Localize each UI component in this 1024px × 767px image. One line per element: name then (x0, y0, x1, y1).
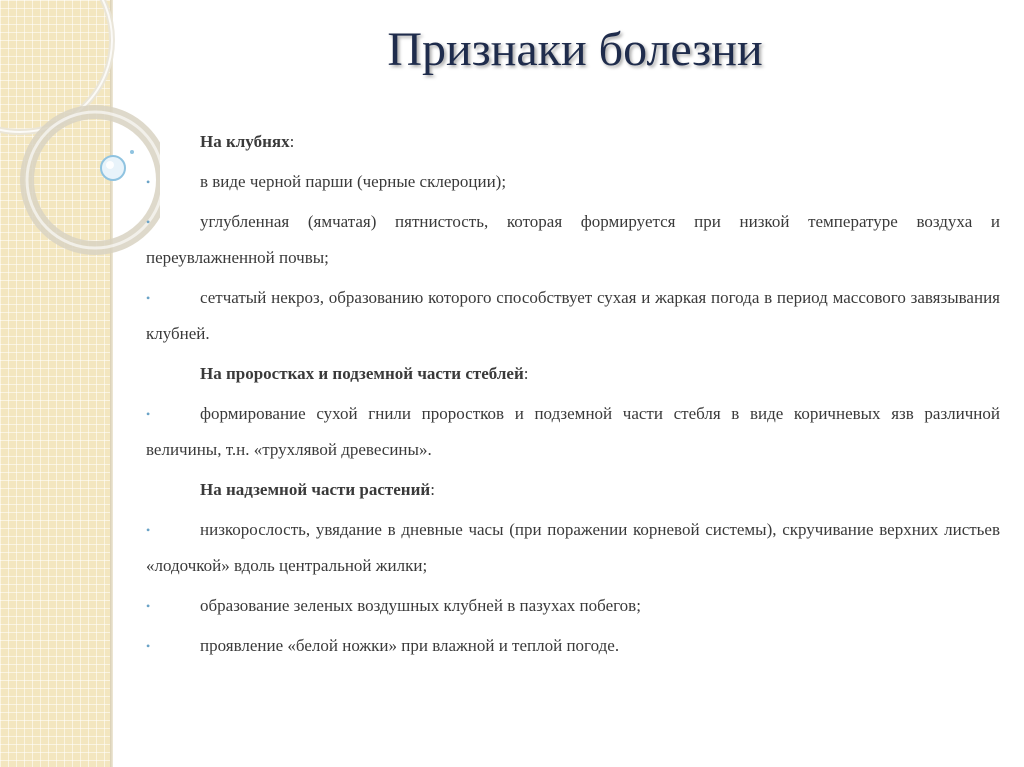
list-item: • формирование сухой гнили проростков и подземной части стебля в виде коричневых язв различной величины, т.н. «трухлявой древесины». (146, 396, 1000, 468)
bullet-icon: • (146, 639, 151, 653)
section-heading: На проростках и подземной части стеблей: (200, 364, 529, 383)
bullet-icon: • (146, 215, 151, 229)
list-item: • в виде черной парши (черные склероции); (146, 164, 1000, 200)
list-item: • проявление «белой ножки» при влажной и теплой погоде. (146, 628, 1000, 664)
list-item: • углубленная (ямчатая) пятнистость, которая формируется при низкой температуре воздуха и переувлажненной почвы; (146, 204, 1000, 276)
bullet-icon: • (146, 291, 151, 305)
list-item: • низкорослость, увядание в дневные часы (при поражении корневой системы), скручивание верхних листьев «лодочкой» вдоль центральной жилки; (146, 512, 1000, 584)
bullet-icon: • (146, 599, 151, 613)
list-item: • сетчатый некроз, образованию которого способствует сухая и жаркая погода в период массового завязывания клубней. (146, 280, 1000, 352)
bullet-icon: • (146, 523, 151, 537)
list-item: • образование зеленых воздушных клубней в пазухах побегов; (146, 588, 1000, 624)
slide-title: Признаки болезни (387, 23, 763, 76)
bullet-icon: • (146, 407, 151, 421)
slide-content (146, 124, 1000, 668)
section-heading: На клубнях: (200, 132, 295, 151)
section-heading: На надземной части растений: (200, 480, 435, 499)
bullet-icon: • (146, 175, 151, 189)
